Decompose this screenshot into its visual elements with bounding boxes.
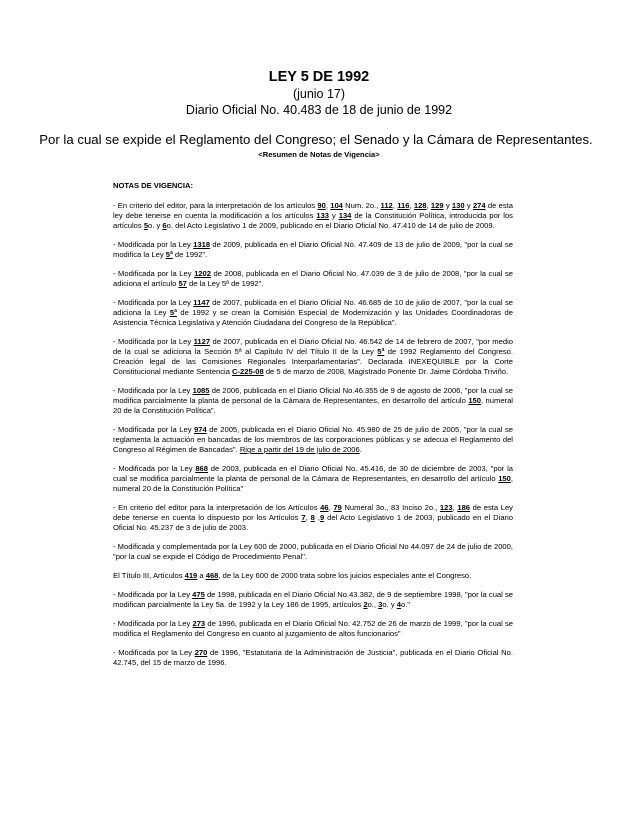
reference-link[interactable]: 79 <box>333 503 342 512</box>
reference-link[interactable]: 1147 <box>193 298 210 307</box>
vigencia-note <box>113 337 513 377</box>
vigencia-note <box>113 503 513 533</box>
note-text: a <box>197 571 206 580</box>
reference-link[interactable]: 3 <box>378 600 383 609</box>
note-text: o., <box>367 600 379 609</box>
reference-link[interactable]: 2 <box>363 600 368 609</box>
reference-link[interactable]: 1318 <box>193 240 211 249</box>
reference-link[interactable]: 133 <box>316 211 330 220</box>
note-text: - Modificada por la Ley <box>113 298 194 307</box>
vigencia-note <box>113 201 513 231</box>
reference-link[interactable]: 116 <box>397 201 410 210</box>
note-text: o. y <box>148 221 163 230</box>
vigencia-note <box>113 298 513 328</box>
notes-heading: NOTAS DE VIGENCIA: <box>113 181 194 190</box>
note-text: de 1996, "Estatutaria de la Administración de Justicia", publicada en el Diario Oficial No. 42.745, del 15 de marzo de 1996. <box>113 648 513 667</box>
note-text: - Modificada por la Ley <box>113 590 193 599</box>
note-text: - Modificada por la Ley <box>113 425 195 434</box>
vigencia-note <box>113 648 513 668</box>
reference-link[interactable]: 90 <box>317 201 326 210</box>
note-text: de 1992 Reglamento del Congreso. Creación legal de las Comisiones Regionales Interparlamentarias". Declarada INEXEQUIBLE por la Corte Constitucional mediante Sentencia <box>113 347 513 376</box>
reference-link[interactable]: 974 <box>194 425 207 434</box>
note-text: de 2006, publicada en el Diario Oficial No.46.355 de 9 de agosto de 2006, "por la cual se modifica parcialmente la planta de personal de la Cámara de Representantes, en desarrollo del artículo <box>113 386 514 405</box>
note-text: de la Constitución Política, introducida por los artículos <box>113 211 513 230</box>
note-text: , numeral 20 de la Constitución Política" <box>113 474 513 493</box>
note-text: - Modificada por la Ley <box>113 337 194 346</box>
note-text: y <box>443 201 452 210</box>
reference-link[interactable]: 274 <box>472 201 486 210</box>
note-text: - Modificada por la Ley <box>113 464 196 473</box>
reference-link[interactable]: 186 <box>457 503 471 512</box>
note-text: , <box>409 201 414 210</box>
reference-link[interactable]: 104 <box>330 201 343 210</box>
note-text: de 1992". <box>172 250 208 259</box>
vigencia-note <box>113 590 513 610</box>
reference-link[interactable]: 5ª <box>169 308 177 317</box>
note-text: - Modificada por la Ley <box>113 269 195 278</box>
vigencia-note <box>113 619 513 639</box>
note-text: o. del Acto Legislativo 1 de 2009, publicado en el Diario Oficial No. 47.410 de 14 de julio de 2009. <box>166 221 495 230</box>
vigencia-note <box>113 542 513 562</box>
vigencia-note <box>113 571 513 581</box>
note-text: de 2003, publicada en el Diario Oficial No. 45.416, de 30 de diciembre de 2003, "por la cual se modifica parcialmente la planta de personal de la Cámara de Representantes, en desarrollo del artículo <box>113 464 513 483</box>
reference-link[interactable]: 5 <box>143 221 149 230</box>
reference-link[interactable]: 5ª <box>377 347 385 356</box>
document-header <box>0 69 638 160</box>
note-text: - En criterio del editor, para la interpretación de los artículos <box>113 201 318 210</box>
reference-link[interactable]: 112 <box>380 201 393 210</box>
note-text: de esta ley debe tenerse en cuenta la modificación a los artículos <box>113 201 513 220</box>
note-text: , <box>452 503 458 512</box>
vigencia-note <box>113 240 513 260</box>
note-text: de 2005, publicada en el Diario Oficial No. 45.980 de 25 de julio de 2005, "por la cual se reglamenta la actuación en bancadas de los miembros de las corporaciones públicas y se adecua el Reglamento del Congreso al Régimen de Bancadas". <box>113 425 513 454</box>
reference-link[interactable]: 868 <box>195 464 208 473</box>
note-text: - En criterio del editor para la interpretación de los Artículos <box>113 503 321 512</box>
note-text: de 2009, publicada en el Diario Oficial No. 47.409 de 13 de julio de 2009, "por la cual se modifica la Ley <box>113 240 513 259</box>
note-text: , <box>328 503 334 512</box>
reference-link[interactable]: 273 <box>192 619 206 628</box>
vigencia-note <box>113 464 513 494</box>
note-text: de 2008, publicada en el Diario Oficial No. 47.039 de 3 de julio de 2008, "por la cual se adiciona el artículo <box>113 269 514 288</box>
note-text: de 2007, publicada en el Diario Oficial No. 46.685 de 10 de julio de 2007, "por la cual se adiciona la Ley <box>113 298 513 317</box>
note-text: , de la Ley 600 de 2000 trata sobre los juicios especiales ante el Congreso. <box>218 571 472 580</box>
note-text: de 1992 y se crean la Comisión Especial de Modernización y las Unidades Coordinadoras de Asistencia Técnica Legislativa y Atención Ciudadana del Congreso de la República". <box>113 308 513 327</box>
note-text: El Título III, Artículos <box>113 571 185 580</box>
note-text: , <box>305 513 311 522</box>
reference-link[interactable]: 134 <box>338 211 352 220</box>
reference-link[interactable]: 9 <box>319 513 325 522</box>
reference-link[interactable]: 468 <box>205 571 219 580</box>
reference-link[interactable]: 57 <box>178 279 187 288</box>
note-text: Num. 2o., <box>342 201 381 210</box>
reference-link[interactable]: 1127 <box>193 337 211 346</box>
law-purpose: Por la cual se expide el Reglamento del Congreso; el Senado y la Cámara de Representantes. <box>39 132 593 147</box>
note-text: , <box>426 201 431 210</box>
note-text: de 1998, publicada en el Diario Oficial No.43.382, de 9 de septiembre 1998, "por la cual se modifican parcialmente la Ley 5a. de 1992 y la Ley 186 de 1995, artículos <box>113 590 513 609</box>
note-text: de 1996, publicada en el Diario Oficial No. 42.752 de 26 de marzo de 1999, "por la cual se modifica el Reglamento del Congreso en cuanto al juzgamiento de altos funcionarios" <box>113 619 514 638</box>
resumen-notas-link[interactable]: <Resumen de Notas de Vigencia> <box>258 150 380 159</box>
reference-link[interactable]: 150 <box>498 474 511 483</box>
reference-link[interactable]: 129 <box>430 201 444 210</box>
note-text: , <box>314 513 320 522</box>
reference-link[interactable]: 5ª <box>165 250 173 259</box>
reference-link[interactable]: 1085 <box>192 386 210 395</box>
note-text: o. y <box>382 600 397 609</box>
vigencia-note <box>113 386 513 416</box>
notes-list <box>113 201 513 668</box>
note-text: Numeral 3o., 83 Inciso 2o., <box>341 503 440 512</box>
reference-link[interactable]: 128 <box>413 201 427 210</box>
note-text: , <box>392 201 398 210</box>
note-text: de 2007, publicada en el Diario Oficial No. 46.542 de 14 de febrero de 2007, "por medio de la cual se adiciona la Sección 5ª al Capítulo IV del Título II de la Ley <box>113 337 513 356</box>
note-text: - Modificada por la Ley <box>113 386 193 395</box>
note-text: del Acto Legislativo 1 de 2003, publicado en el Diario Oficial No. 45.237 de 3 de julio de 2003. <box>113 513 513 532</box>
reference-link[interactable]: 4 <box>396 600 401 609</box>
reference-link[interactable]: 270 <box>194 648 208 657</box>
note-text: - Modificada por la Ley <box>113 648 195 657</box>
vigencia-note <box>113 425 513 455</box>
note-text: - Modificada por la Ley <box>113 619 193 628</box>
notas-de-vigencia <box>113 181 513 677</box>
reference-link[interactable]: 150 <box>468 396 481 405</box>
reference-link[interactable]: 123 <box>439 503 453 512</box>
note-text: de esta Ley debe tenerse en cuenta lo dispuesto por los Artículos <box>113 503 513 522</box>
note-text: - Modificada y complementada por la Ley 600 de 2000, publicada en el Diario Oficial No 44.097 de 24 de julio de 2000, "por la cual se expide el Código de Procedimiento Penal". <box>113 542 513 561</box>
note-text: . <box>359 445 362 454</box>
note-text: , numeral 20 de la Constitución Política". <box>113 396 513 415</box>
reference-link[interactable]: 130 <box>451 201 465 210</box>
reference-link[interactable]: 1202 <box>194 269 211 278</box>
note-text: de la Ley 5ª de 1992". <box>186 279 264 288</box>
reference-link[interactable]: 46 <box>320 503 329 512</box>
reference-link[interactable]: 475 <box>192 590 205 599</box>
note-text: y <box>464 201 473 210</box>
note-text: , <box>325 201 331 210</box>
note-text: o." <box>400 600 410 609</box>
underlined-text: Rige a partir del 19 de julio de 2006 <box>239 445 360 454</box>
note-text: y <box>329 211 339 220</box>
law-title: LEY 5 DE 1992 <box>268 69 370 85</box>
note-text: de 5 de marzo de 2008, Magistrado Ponente Dr. Jaime Córdoba Triviño. <box>263 367 509 376</box>
gazette-citation: Diario Oficial No. 40.483 de 18 de junio de 1992 <box>185 103 453 117</box>
reference-link[interactable]: C-225-08 <box>232 367 264 376</box>
reference-link[interactable]: 7 <box>301 513 306 522</box>
reference-link[interactable]: 8 <box>310 513 315 522</box>
vigencia-note <box>113 269 513 289</box>
note-text: - Modificada por la Ley <box>113 240 194 249</box>
reference-link[interactable]: 419 <box>184 571 198 580</box>
reference-link[interactable]: 6 <box>162 221 167 230</box>
law-date: (junio 17) <box>292 87 346 101</box>
